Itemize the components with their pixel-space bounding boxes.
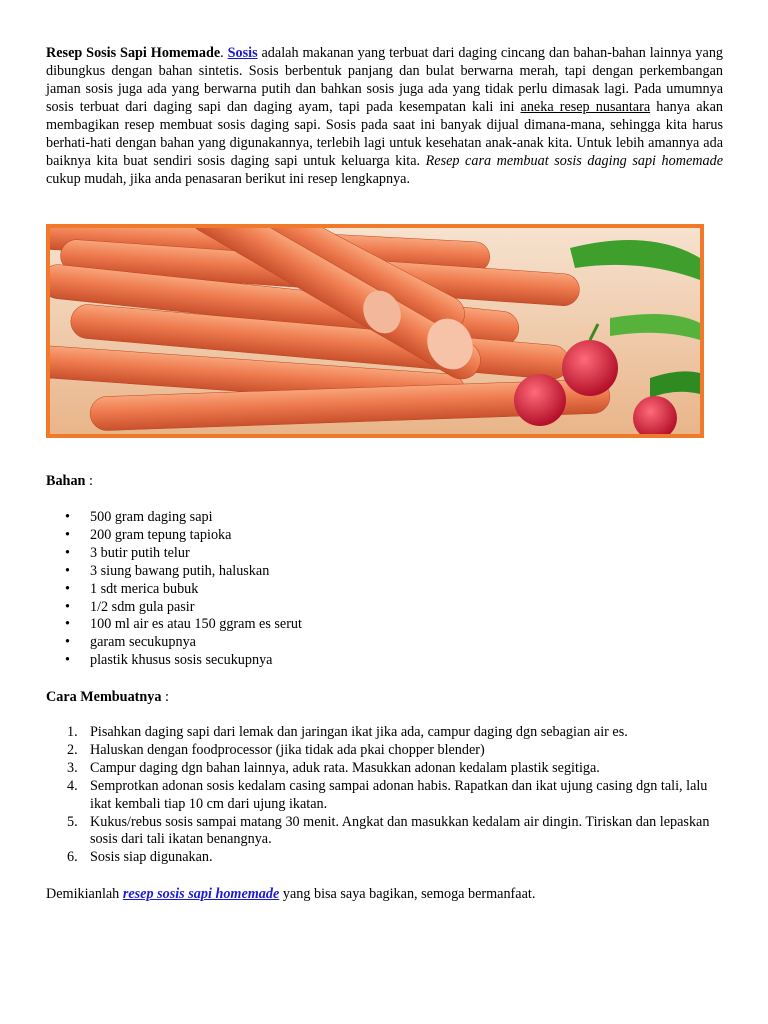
ingredient-text: 200 gram tepung tapioka xyxy=(90,526,232,543)
step-text: Semprotkan adonan sosis kedalam casing sampai adonan habis. Rapatkan dan ikat ujung casing dgn tali, lalu ikat kembali tiap 10 cm dari ujung ikatan. xyxy=(90,777,708,812)
step-item xyxy=(46,778,726,814)
cara-heading-suffix: : xyxy=(161,689,169,705)
ingredient-text: 1/2 sdm gula pasir xyxy=(90,598,195,615)
closing-suffix: yang bisa saya bagikan, semoga bermanfaat. xyxy=(279,886,536,902)
ingredient-item xyxy=(46,599,302,617)
bullet-icon: • xyxy=(65,580,70,597)
step-text: Pisahkan daging sapi dari lemak dan jaringan ikat jika ada, campur daging dgn sebagian air es. xyxy=(90,724,628,740)
intro-text-2: hanya akan membagikan resep membuat sosis daging sapi. Sosis pada saat ini banyak dijual dimana-mana, sehingga kita harus berhati-hati dengan bahan yang digunakannya, terlebih lagi untuk kesehatan anak-anak kita. Untuk lebih amannya ada baiknya kita buat sendiri sosis daging sapi untuk keluarga kita. xyxy=(46,99,723,169)
step-number: 5. xyxy=(67,813,78,830)
ingredient-item xyxy=(46,545,302,563)
bullet-icon: • xyxy=(65,598,70,615)
step-number: 3. xyxy=(67,759,78,776)
ingredient-text: 3 butir putih telur xyxy=(90,544,190,561)
bullet-icon: • xyxy=(65,616,70,633)
title-period: . xyxy=(220,45,228,61)
step-item xyxy=(46,742,726,760)
step-text: Campur daging dgn bahan lainnya, aduk rata. Masukkan adonan kedalam plastik segitiga. xyxy=(90,759,600,776)
aneka-resep-link[interactable]: aneka resep nusantara xyxy=(520,99,651,115)
step-text: Haluskan dengan foodprocessor (jika tidak ada pkai chopper blender) xyxy=(90,741,485,758)
ingredient-item xyxy=(46,527,302,545)
step-text: Sosis siap digunakan. xyxy=(90,849,213,866)
step-number: 6. xyxy=(67,849,78,866)
closing-paragraph xyxy=(46,885,535,903)
bullet-icon: • xyxy=(65,509,70,525)
article-title: Resep Sosis Sapi Homemade xyxy=(46,45,221,61)
closing-prefix: Demikianlah xyxy=(46,886,123,902)
bullet-icon: • xyxy=(65,562,70,579)
ingredient-item xyxy=(46,634,302,652)
ingredient-text: plastik khusus sosis secukupnya xyxy=(90,652,273,669)
cara-heading xyxy=(46,688,169,706)
step-item xyxy=(46,760,726,778)
ingredient-item xyxy=(46,616,302,634)
bullet-icon: • xyxy=(65,544,70,561)
intro-text-1: adalah makanan yang terbuat dari daging cincang dan bahan-bahan lainnya yang dibungkus dengan bahan sintetis. Sosis berbentuk panjang dan bulat berwarna merah, tapi dengan perkembangan jaman sosis juga ada yang berwarna putih dan bahkan sosis juga ada yang tidak perlu dimasak lagi. Pada umumnya sosis terbuat dari daging sapi dan daging ayam, tapi pada kesempatan kali ini xyxy=(46,45,724,115)
ingredient-text: garam secukupnya xyxy=(90,634,196,651)
step-list xyxy=(46,724,726,867)
sosis-link[interactable]: Sosis xyxy=(227,45,258,61)
resep-sosis-link[interactable]: resep sosis sapi homemade xyxy=(122,886,280,902)
ingredient-list xyxy=(46,509,302,670)
step-text: Kukus/rebus sosis sampai matang 30 menit. Angkat dan masukkan kedalam air dingin. Tiriskan dan lepaskan sosis dari tali ikatan benangnya. xyxy=(90,813,710,848)
intro-italic-text: Resep cara membuat sosis daging sapi homemade xyxy=(425,153,724,169)
ingredient-item xyxy=(46,563,302,581)
ingredient-item xyxy=(46,652,302,670)
step-item xyxy=(46,724,726,742)
ingredient-text: 3 siung bawang putih, haluskan xyxy=(90,562,270,579)
bahan-heading-suffix: : xyxy=(85,473,93,489)
ingredient-text: 500 gram daging sapi xyxy=(90,509,213,525)
bullet-icon: • xyxy=(65,634,70,651)
ingredient-item xyxy=(46,509,302,527)
step-item xyxy=(46,814,726,850)
step-number: 2. xyxy=(67,741,78,758)
sausage-photo xyxy=(46,224,704,438)
ingredient-item xyxy=(46,581,302,599)
step-number: 4. xyxy=(67,777,78,794)
cara-heading-label: Cara Membuatnya xyxy=(46,689,162,705)
ingredient-text: 1 sdt merica bubuk xyxy=(90,580,199,597)
intro-paragraph xyxy=(46,44,723,188)
bullet-icon: • xyxy=(65,652,70,669)
step-item xyxy=(46,849,726,867)
intro-text-3: cukup mudah, jika anda penasaran berikut ini resep lengkapnya. xyxy=(46,171,411,187)
ingredient-text: 100 ml air es atau 150 ggram es serut xyxy=(90,616,302,633)
bahan-heading xyxy=(46,472,93,490)
sausage-illustration xyxy=(50,228,700,434)
step-number: 1. xyxy=(67,724,78,740)
bahan-heading-label: Bahan xyxy=(46,473,86,489)
bullet-icon: • xyxy=(65,526,70,543)
